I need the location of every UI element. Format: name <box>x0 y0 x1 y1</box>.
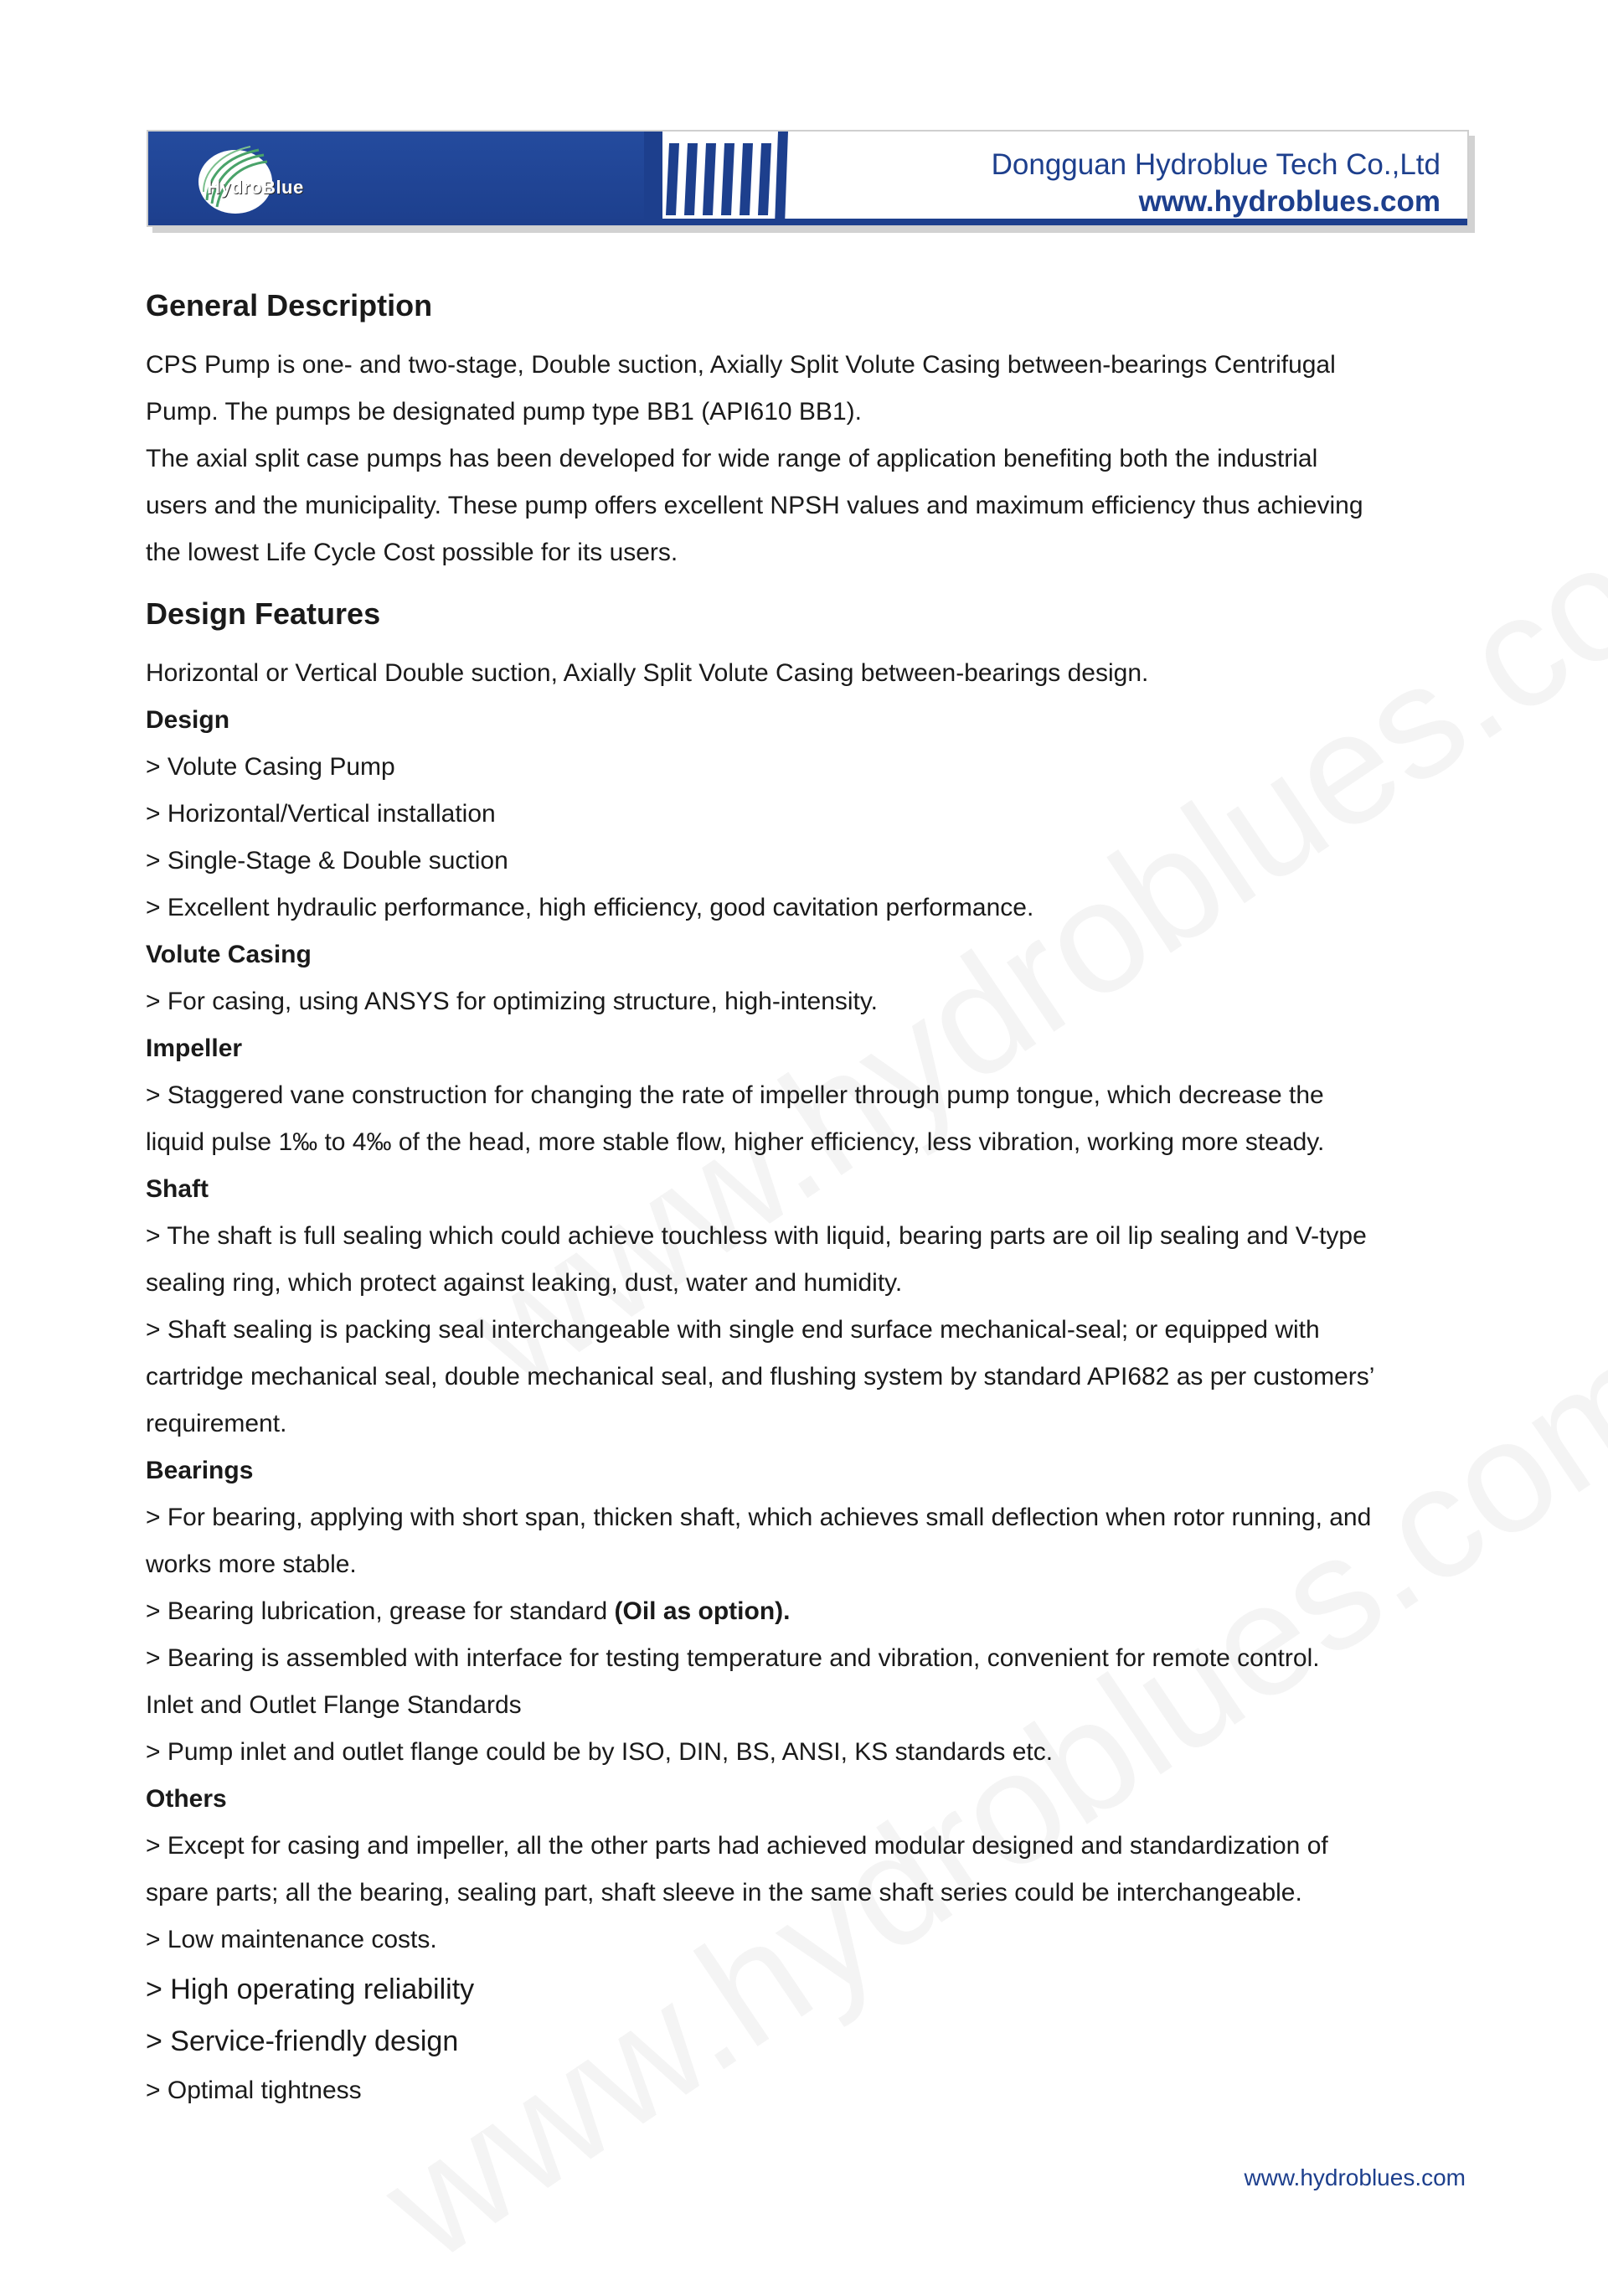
general-line: the lowest Life Cycle Cost possible for its users. <box>146 539 678 566</box>
general-line: CPS Pump is one- and two-stage, Double suction, Axially Split Volute Casing between-bearings Centrifugal <box>146 351 1336 379</box>
shaft-line: > Shaft sealing is packing seal interchangeable with single end surface mechanical-seal; or equipped with <box>146 1316 1320 1344</box>
bearings-lubrication-option: (Oil as option). <box>614 1597 791 1625</box>
general-description-heading: General Description <box>146 288 433 322</box>
bearings-subheading: Bearings <box>146 1457 254 1484</box>
others-subheading: Others <box>146 1785 227 1813</box>
shaft-subheading: Shaft <box>146 1175 209 1203</box>
company-url[interactable]: www.hydroblues.com <box>1138 185 1440 218</box>
design-features-intro: Horizontal or Vertical Double suction, Axially Split Volute Casing between-bearings design. <box>146 659 1149 687</box>
shaft-line: > The shaft is full sealing which could achieve touchless with liquid, bearing parts are oil lip sealing and V-type <box>146 1222 1367 1250</box>
company-name: Dongguan Hydroblue Tech Co.,Ltd <box>991 148 1440 181</box>
others-line: > Except for casing and impeller, all the other parts had achieved modular designed and standardization of <box>146 1832 1328 1860</box>
flange-standards-subheading: Inlet and Outlet Flange Standards <box>146 1691 522 1719</box>
volute-casing-subheading: Volute Casing <box>146 941 312 968</box>
header-banner <box>147 130 1469 227</box>
logo-text: HydroBlue <box>207 177 304 198</box>
bearings-lubrication-text: > Bearing lubrication, grease for standard <box>146 1597 615 1625</box>
volute-casing-item: > For casing, using ANSYS for optimizing structure, high-intensity. <box>146 988 878 1015</box>
general-line: Pump. The pumps be designated pump type BB1 (API610 BB1). <box>146 398 862 426</box>
flange-standards-item: > Pump inlet and outlet flange could be by ISO, DIN, BS, ANSI, KS standards etc. <box>146 1738 1054 1766</box>
banner-stripes-graphic <box>644 132 795 225</box>
bearings-line: works more stable. <box>146 1550 357 1578</box>
bearings-line: > For bearing, applying with short span, thicken shaft, which achieves small deflection when rotor running, and <box>146 1504 1372 1531</box>
document-body <box>146 288 1477 2114</box>
shaft-line: cartridge mechanical seal, double mechanical seal, and flushing system by standard API682 as per customers’ <box>146 1363 1375 1390</box>
others-line: > Low maintenance costs. <box>146 1926 437 1953</box>
company-block <box>992 147 1440 220</box>
design-item: > Single-Stage & Double suction <box>146 847 508 875</box>
general-line: The axial split case pumps has been developed for wide range of application benefiting both the industrial <box>146 445 1318 472</box>
others-big-item: > High operating reliability <box>146 1974 475 2005</box>
bearings-interface: > Bearing is assembled with interface for testing temperature and vibration, convenient for remote control. <box>146 1644 1320 1672</box>
others-last-item: > Optimal tightness <box>146 2077 362 2104</box>
shaft-line: requirement. <box>146 1410 287 1437</box>
design-features-heading: Design Features <box>146 596 381 631</box>
others-big-item: > Service-friendly design <box>146 2025 459 2057</box>
design-item: > Volute Casing Pump <box>146 753 395 781</box>
banner-underline <box>148 219 1467 225</box>
footer-url-link[interactable]: www.hydroblues.com <box>1244 2164 1466 2190</box>
design-subheading: Design <box>146 706 230 734</box>
impeller-line: liquid pulse 1‰ to 4‰ of the head, more stable flow, higher efficiency, less vibration, working more steady. <box>146 1128 1325 1156</box>
design-item: > Excellent hydraulic performance, high efficiency, good cavitation performance. <box>146 894 1034 921</box>
impeller-subheading: Impeller <box>146 1034 243 1062</box>
others-line: spare parts; all the bearing, sealing part, shaft sleeve in the same shaft series could be interchangeable. <box>146 1879 1302 1906</box>
shaft-line: sealing ring, which protect against leaking, dust, water and humidity. <box>146 1269 903 1297</box>
impeller-line: > Staggered vane construction for changing the rate of impeller through pump tongue, which decrease the <box>146 1081 1324 1109</box>
general-line: users and the municipality. These pump offers excellent NPSH values and maximum efficiency thus achieving <box>146 492 1363 519</box>
design-item: > Horizontal/Vertical installation <box>146 800 496 828</box>
bearings-lubrication <box>146 1588 1477 1635</box>
